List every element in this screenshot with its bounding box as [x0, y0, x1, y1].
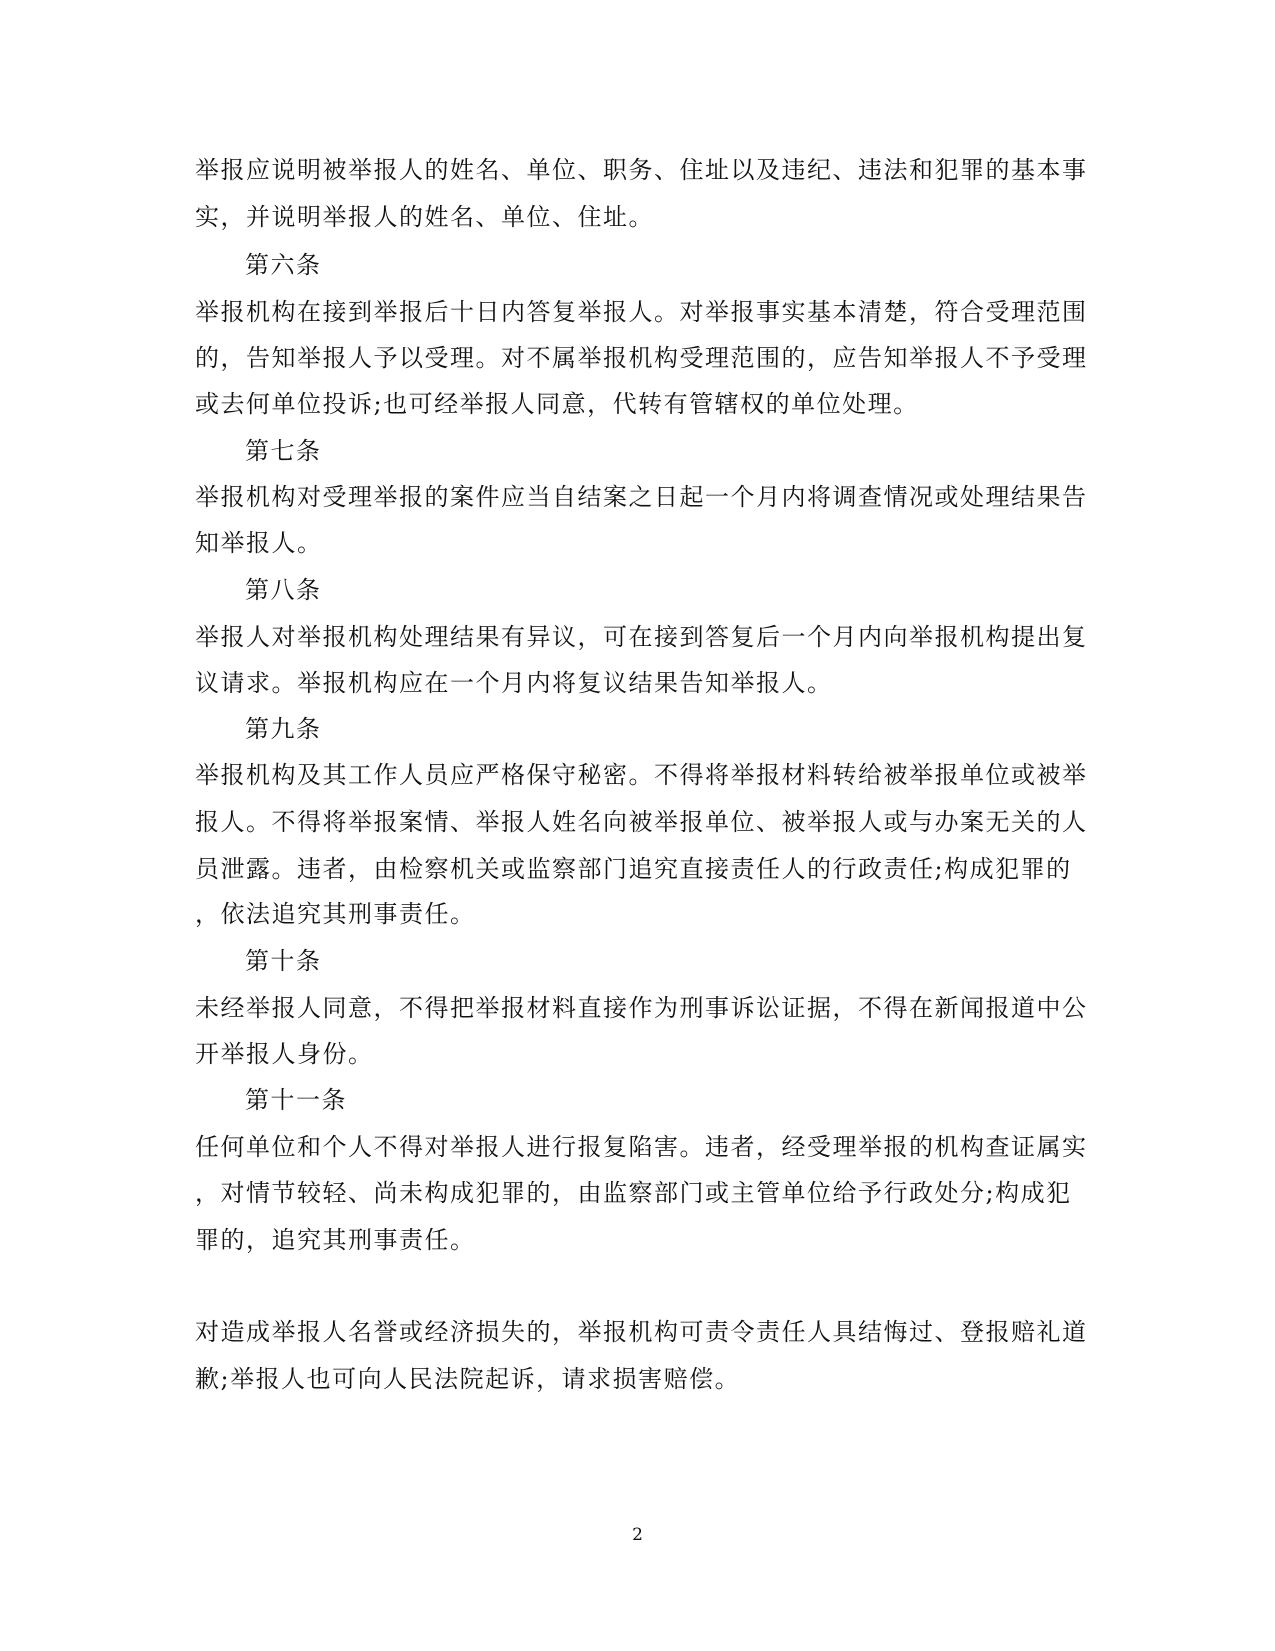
- article-heading: 第十条: [245, 947, 322, 975]
- text-line: 举报机构对受理举报的案件应当自结案之日起一个月内将调查情况或处理结果告: [195, 483, 1088, 511]
- article-heading: 第十一条: [245, 1086, 347, 1114]
- article-heading: 第七条: [245, 437, 322, 465]
- text-line: 举报应说明被举报人的姓名、单位、职务、住址以及违纪、违法和犯罪的基本事: [195, 156, 1088, 184]
- text-line: 议请求。举报机构应在一个月内将复议结果告知举报人。: [195, 669, 833, 697]
- text-line: ，依法追究其刑事责任。: [195, 900, 476, 928]
- text-line: 的，告知举报人予以受理。对不属举报机构受理范围的，应告知举报人不予受理: [195, 344, 1088, 372]
- text-line: 对造成举报人名誉或经济损失的，举报机构可责令责任人具结悔过、登报赔礼道: [195, 1318, 1088, 1346]
- text-line: 举报机构及其工作人员应严格保守秘密。不得将举报材料转给被举报单位或被举: [195, 761, 1088, 789]
- text-line: 未经举报人同意，不得把举报材料直接作为刑事诉讼证据，不得在新闻报道中公: [195, 994, 1088, 1022]
- text-line: 任何单位和个人不得对举报人进行报复陷害。违者，经受理举报的机构查证属实: [195, 1133, 1088, 1161]
- text-line: 举报人对举报机构处理结果有异议，可在接到答复后一个月内向举报机构提出复: [195, 623, 1088, 651]
- text-line: 知举报人。: [195, 529, 323, 557]
- text-line: 或去何单位投诉;也可经举报人同意，代转有管辖权的单位处理。: [195, 390, 919, 418]
- text-line: ，对情节较轻、尚未构成犯罪的，由监察部门或主管单位给予行政处分;构成犯: [195, 1179, 1072, 1207]
- article-heading: 第六条: [245, 251, 322, 279]
- page-number: 2: [632, 1525, 643, 1545]
- text-line: 罪的，追究其刑事责任。: [195, 1226, 476, 1254]
- article-heading: 第八条: [245, 576, 322, 604]
- article-heading: 第九条: [245, 715, 322, 743]
- text-line: 开举报人身份。: [195, 1040, 374, 1068]
- text-line: 员泄露。违者，由检察机关或监察部门追究直接责任人的行政责任;构成犯罪的: [195, 855, 1072, 883]
- text-line: 举报机构在接到举报后十日内答复举报人。对举报事实基本清楚，符合受理范围: [195, 298, 1088, 326]
- text-line: 报人。不得将举报案情、举报人姓名向被举报单位、被举报人或与办案无关的人: [195, 808, 1088, 836]
- text-line: 实，并说明举报人的姓名、单位、住址。: [195, 203, 654, 231]
- text-line: 歉;举报人也可向人民法院起诉，请求损害赔偿。: [195, 1365, 741, 1393]
